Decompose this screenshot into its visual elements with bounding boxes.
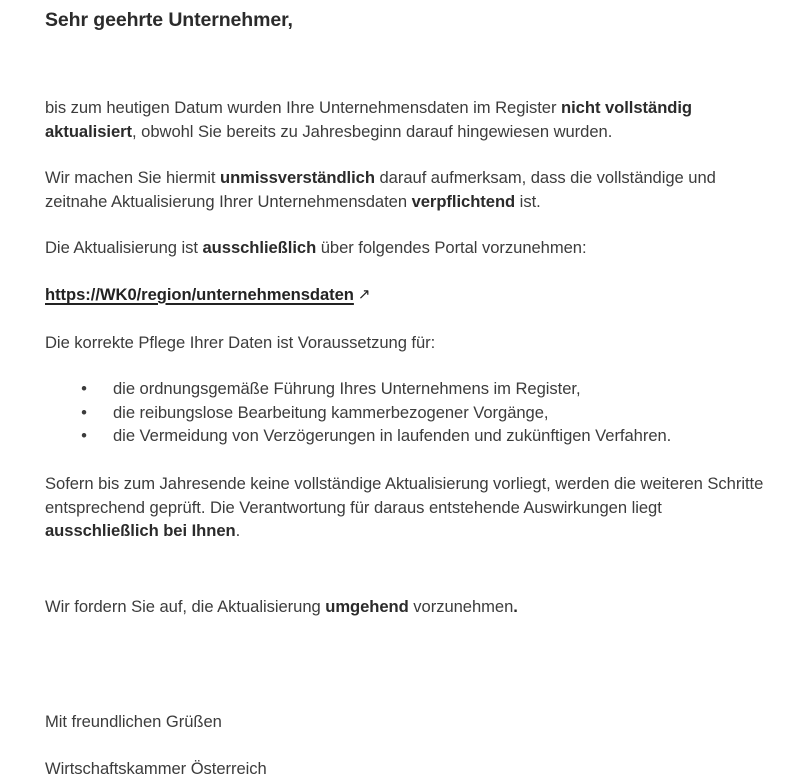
emphasis-exclusively-yours: ausschließlich bei Ihnen bbox=[45, 521, 236, 541]
closing-spacer bbox=[45, 641, 770, 710]
bullet-icon: • bbox=[81, 402, 87, 422]
emphasis-exclusively: ausschließlich bbox=[202, 238, 317, 258]
external-link-icon: ↗ bbox=[357, 285, 371, 303]
demand-spacer bbox=[45, 566, 770, 595]
paragraph-text: bis zum heutigen Datum wurden Ihre Unternehmensdaten im Register bbox=[45, 98, 562, 117]
bullet-icon: • bbox=[81, 426, 87, 446]
paragraph-portal-instruction bbox=[45, 236, 770, 260]
paragraph-text: darauf aufmerksam, dass die vollständige und zeitnahe Aktualisierung Ihrer Unternehmensdaten bbox=[45, 168, 716, 211]
paragraph-text: ist. bbox=[515, 191, 541, 211]
list-item bbox=[79, 401, 770, 425]
emphasis-not-fully-updated: nicht vollständig aktualisiert bbox=[45, 98, 693, 141]
paragraph-obligation-notice bbox=[45, 166, 770, 213]
paragraph-register-status bbox=[45, 96, 770, 143]
paragraph-call-to-action bbox=[45, 595, 770, 619]
emphasis-mandatory: verpflichtend bbox=[411, 191, 516, 211]
paragraph-text: über folgendes Portal vorzunehmen: bbox=[316, 238, 587, 258]
paragraph-text: , obwohl Sie bereits zu Jahresbeginn darauf hingewiesen wurden. bbox=[132, 121, 613, 141]
closing-greeting: Mit freundlichen Grüßen bbox=[45, 712, 222, 732]
closing-organization: Wirtschaftskammer Österreich bbox=[45, 758, 267, 778]
paragraph-text: . bbox=[235, 521, 241, 541]
paragraph-prerequisite-intro bbox=[45, 331, 770, 355]
list-item-label: die reibungslose Bearbeitung kammerbezogener Vorgänge, bbox=[113, 402, 549, 422]
emphasis-unambiguously: unmissverständlich bbox=[219, 168, 375, 188]
list-item bbox=[79, 377, 770, 401]
paragraph-text: Sofern bis zum Jahresende keine vollständige Aktualisierung vorliegt, werden die weiteren Schritte entsprechend geprüft. Die Verantwortung für daraus entstehende Auswirkungen liegt bbox=[45, 473, 764, 517]
paragraph-text: Die Aktualisierung ist bbox=[45, 238, 203, 258]
benefits-list bbox=[45, 377, 770, 448]
emphasis-immediately: umgehend bbox=[325, 596, 409, 616]
paragraph-text: Wir fordern Sie auf, die Aktualisierung bbox=[45, 596, 326, 616]
list-item-label: die Vermeidung von Verzögerungen in laufenden und zukünftigen Verfahren. bbox=[113, 426, 672, 446]
paragraph-text: Die korrekte Pflege Ihrer Daten ist Voraussetzung für: bbox=[45, 332, 436, 352]
portal-link-row bbox=[45, 283, 770, 307]
list-item-label: die ordnungsgemäße Führung Ihres Unternehmens im Register, bbox=[113, 379, 581, 399]
list-item bbox=[79, 424, 770, 448]
signature-spacer bbox=[45, 734, 770, 757]
bullet-icon: • bbox=[81, 379, 87, 399]
salutation-heading: Sehr geehrte Unternehmer, bbox=[45, 9, 293, 31]
paragraph-text: vorzunehmen bbox=[408, 596, 514, 616]
salutation-spacer bbox=[45, 34, 770, 96]
paragraph-text: Wir machen Sie hiermit bbox=[45, 168, 220, 188]
portal-link[interactable]: https://WK0/region/unternehmensdaten bbox=[45, 284, 354, 304]
paragraph-consequences bbox=[45, 472, 770, 543]
emphasis-final-period: . bbox=[513, 596, 518, 616]
